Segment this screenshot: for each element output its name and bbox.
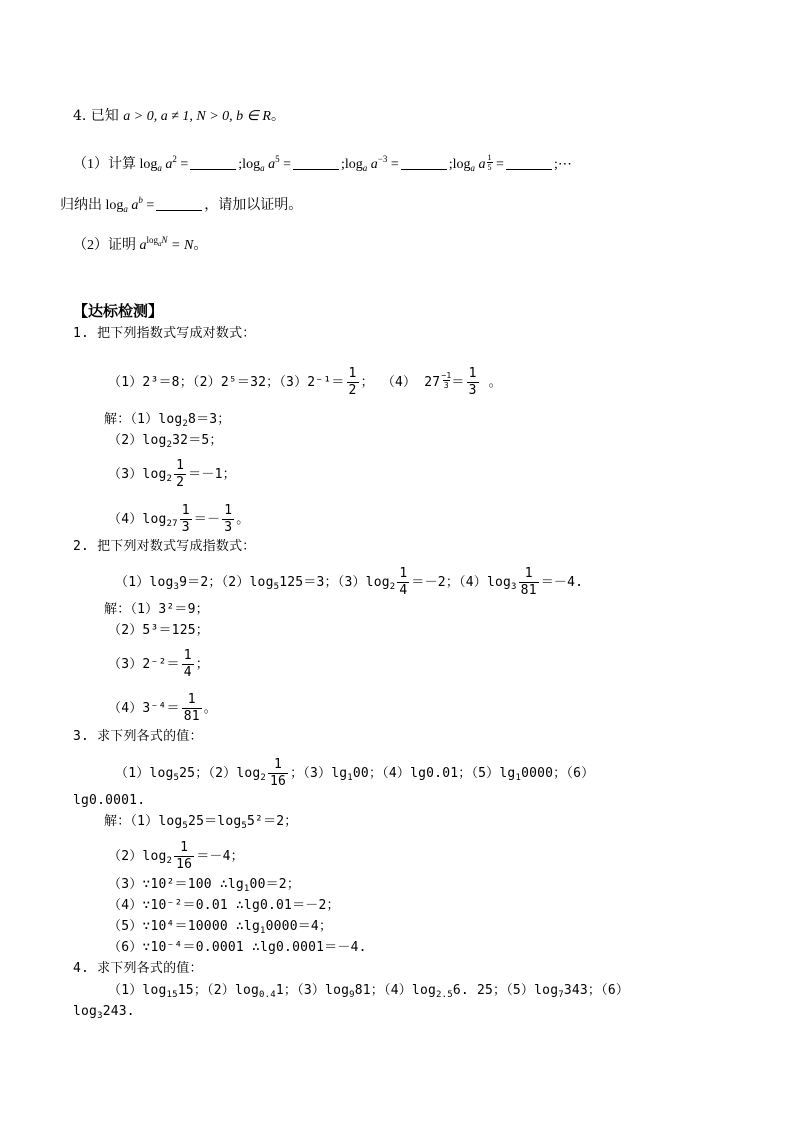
q2-s3 bbox=[108, 648, 209, 681]
q2-b-sub: 5 bbox=[273, 582, 280, 592]
q1-items-tail: ； （4） 27 bbox=[360, 375, 441, 390]
q3-s3-a: （3）∵10²＝100 ∴lg bbox=[108, 877, 244, 892]
q4-a: （1）log bbox=[108, 983, 167, 998]
q1-s1-a: （1）log bbox=[130, 412, 183, 427]
q1-s4-mid: ＝－ bbox=[193, 512, 221, 527]
q1-s3-frac-d: 2 bbox=[176, 475, 185, 490]
q1-frac-d: 2 bbox=[348, 383, 357, 398]
blank-4[interactable] bbox=[506, 157, 552, 170]
q3-sol-label: 解： bbox=[104, 814, 131, 829]
q2-s3-frac bbox=[182, 648, 194, 681]
q3-b-sub: 2 bbox=[260, 773, 267, 783]
p2-exp-log: log bbox=[146, 235, 159, 245]
q1-s4-frac2-n: 1 bbox=[224, 503, 233, 518]
p1-sup3: −3 bbox=[377, 154, 388, 164]
q2-items bbox=[115, 566, 583, 599]
q2-d-frac bbox=[519, 566, 539, 599]
q1-s4-frac-d: 3 bbox=[181, 520, 190, 535]
q3-s2-frac-d: 16 bbox=[176, 857, 193, 872]
q1-items bbox=[108, 366, 502, 399]
q3-title: 3. 求下列各式的值： bbox=[73, 729, 203, 744]
q2-s1 bbox=[104, 600, 209, 620]
p1-label: （1）计算 bbox=[73, 157, 136, 172]
q1-s2-tail: 32＝5； bbox=[172, 433, 223, 448]
blank-3[interactable] bbox=[401, 157, 447, 170]
q4-a-tail: 15；（2）log bbox=[177, 983, 260, 998]
q2-c-frac-d: 4 bbox=[399, 583, 408, 598]
q2-s4-frac bbox=[182, 692, 202, 725]
p1-sup-frac-n: 1 bbox=[487, 153, 492, 162]
q3-s1-sub: 5 bbox=[182, 821, 189, 831]
q2-s3-frac-d: 4 bbox=[183, 665, 192, 680]
q3-c-sub: 1 bbox=[347, 773, 353, 783]
q1-exp-frac: $\frac{-1}{3}$ bbox=[441, 371, 452, 390]
p1-sup-frac bbox=[487, 153, 493, 172]
q3-s3-sub: 1 bbox=[243, 884, 250, 894]
p1-sub: a bbox=[157, 163, 162, 173]
q3-e-tail: 0000；（6） bbox=[521, 766, 595, 781]
q2-s3-tail: ； bbox=[195, 657, 209, 672]
q3-a: （1）log bbox=[115, 766, 174, 781]
q3-c-tail: 00；（4）lg0.01；（5）lg bbox=[352, 766, 516, 781]
p1-eq2: = bbox=[283, 157, 291, 172]
p1-sup: 2 bbox=[172, 154, 177, 164]
q2-s4-frac-d: 81 bbox=[183, 709, 200, 724]
q1-s1-sub: 2 bbox=[182, 419, 189, 429]
p1-log4: ;log bbox=[448, 157, 471, 172]
q1-s4-frac-n: 1 bbox=[181, 503, 190, 518]
q4-wrap-sub: 3 bbox=[97, 1011, 103, 1021]
p2-exp bbox=[146, 235, 168, 248]
q4-c-sub: 9 bbox=[349, 990, 355, 1000]
q2-sol-label: 解： bbox=[104, 602, 131, 617]
q2-s3-a: （3）2⁻²＝ bbox=[108, 657, 180, 672]
q2-d-sub: 3 bbox=[511, 582, 517, 592]
q1-exp-n: 1 bbox=[446, 371, 452, 380]
q3-s4: （4）∵10⁻²＝0.01 ∴lg0.01＝－2； bbox=[108, 898, 340, 913]
q4-e-tail: 343；（6） bbox=[563, 983, 630, 998]
q4-wrap bbox=[73, 1002, 135, 1022]
q1-frac2-n: 1 bbox=[468, 366, 477, 381]
q1-exp-d: 3 bbox=[443, 381, 449, 390]
p1-a4: a bbox=[478, 157, 486, 172]
p1-eq3: = bbox=[390, 157, 399, 172]
blank-1[interactable] bbox=[190, 157, 236, 170]
q3-s3 bbox=[108, 875, 300, 895]
q4-title: 4. 求下列各式的值： bbox=[73, 961, 203, 976]
section-title: 【达标检测】 bbox=[73, 302, 164, 320]
q3-items bbox=[115, 757, 594, 790]
q1-s2 bbox=[108, 431, 223, 451]
p1-sub2: a bbox=[260, 163, 265, 173]
q1-s1-tail: 8＝3； bbox=[188, 412, 231, 427]
q1-sol-label: 解： bbox=[104, 412, 131, 427]
q1-s4-frac2-d: 3 bbox=[224, 520, 233, 535]
q4top-num: 4. 已知 bbox=[73, 108, 119, 124]
q1-s3-a: （3）log bbox=[108, 467, 167, 482]
induce-eq: = bbox=[146, 198, 155, 213]
q1-frac2 bbox=[467, 366, 479, 399]
induce-a: a bbox=[131, 198, 139, 213]
q2-c-tail: ＝－2；（4）log bbox=[411, 575, 512, 590]
q2-a-tail: 9＝2；（2）log bbox=[179, 575, 274, 590]
q4-b-sub: 0.4 bbox=[259, 990, 276, 1000]
q1-frac bbox=[347, 366, 359, 399]
p1-a2: a bbox=[268, 157, 276, 172]
q4top-cond: a > 0, a ≠ 1, N > 0, b ∈ R bbox=[123, 109, 271, 124]
q2-c-frac bbox=[397, 566, 409, 599]
p2-label: （2）证明 bbox=[73, 238, 136, 253]
q3-s1-sub2: 5 bbox=[241, 821, 248, 831]
q1-s2-a: （2）log bbox=[108, 433, 167, 448]
q4-d-sub: 2.5 bbox=[436, 990, 453, 1000]
q2-s4-a: （4）3⁻⁴＝ bbox=[108, 701, 180, 716]
q4top-end: 。 bbox=[270, 108, 285, 124]
p2-exp-N: N bbox=[161, 235, 168, 245]
p2-exp-sub: a bbox=[158, 240, 162, 248]
q1-items-text: （1）2³＝8；（2）2⁵＝32；（3）2⁻¹＝ bbox=[108, 375, 345, 390]
p2-end: 。 bbox=[193, 238, 208, 253]
q3-s2-sub: 2 bbox=[166, 856, 173, 866]
q2-d-tail: ＝－4. bbox=[540, 575, 584, 590]
q2-d-frac-n: 1 bbox=[524, 566, 533, 581]
q4-d-tail: 6. 25；（5）log bbox=[452, 983, 559, 998]
p1-a3: a bbox=[370, 157, 378, 172]
p1-sup-frac-d: 5 bbox=[487, 163, 492, 172]
induce-log: log bbox=[105, 198, 124, 213]
q4-e-sub: 7 bbox=[558, 990, 564, 1000]
q1-s4 bbox=[108, 503, 249, 536]
q1-s4-frac2 bbox=[222, 503, 234, 536]
q3-s5-sub: 1 bbox=[259, 926, 266, 936]
p1-sup2: 5 bbox=[275, 154, 280, 164]
q3-s2-frac-n: 1 bbox=[180, 840, 189, 855]
p2-eq: = N bbox=[171, 238, 194, 253]
q4top-line bbox=[73, 106, 285, 127]
q3-s1 bbox=[104, 812, 298, 832]
q1-s4-sub: 27 bbox=[166, 519, 178, 529]
q2-s4-tail: 。 bbox=[203, 701, 217, 716]
q2-c-sub: 2 bbox=[389, 582, 396, 592]
q1-title: 1. 把下列指数式写成对数式： bbox=[73, 326, 256, 341]
q3-s5 bbox=[108, 917, 332, 937]
p1-log2: ;log bbox=[238, 157, 261, 172]
q4-c-tail: 81；（4）log bbox=[354, 983, 437, 998]
q2-a-sub: 3 bbox=[173, 582, 180, 592]
q1-s1 bbox=[104, 410, 231, 430]
q3-s2-frac bbox=[174, 840, 194, 873]
q1-end: 。 bbox=[488, 375, 502, 390]
p1-eq: = bbox=[180, 157, 189, 172]
q2-a: （1）log bbox=[115, 575, 174, 590]
q2-s2: （2）5³＝125； bbox=[108, 623, 209, 638]
p2-base: a bbox=[139, 238, 147, 253]
q3-a-tail: 25；（2）log bbox=[179, 766, 261, 781]
p1-ellipsis: ;⋯ bbox=[553, 157, 572, 172]
induce-tail: ，请加以证明。 bbox=[204, 198, 303, 213]
q3-s6: （6）∵10⁻⁴＝0.0001 ∴lg0.0001＝－4. bbox=[108, 940, 367, 955]
q1-s3-sub: 2 bbox=[166, 474, 173, 484]
q3-b-tail: ；（3）lg bbox=[290, 766, 348, 781]
q2-s4-frac-n: 1 bbox=[187, 692, 196, 707]
q1-s3-frac-n: 1 bbox=[176, 458, 185, 473]
p1-eq4: = bbox=[496, 157, 504, 172]
q3-s5-a: （5）∵10⁴＝10000 ∴lg bbox=[108, 919, 260, 934]
p1-sub4: a bbox=[470, 163, 476, 173]
q3-s1-a: （1）log bbox=[130, 814, 183, 829]
q3-s2-a: （2）log bbox=[108, 849, 167, 864]
q1-s2-sub: 2 bbox=[166, 440, 173, 450]
induce-sup: b bbox=[138, 195, 143, 205]
p1-log3: ;log bbox=[340, 157, 363, 172]
q3-b-frac-n: 1 bbox=[274, 757, 283, 772]
q2-title: 2. 把下列对数式写成指数式： bbox=[73, 539, 256, 554]
q2-s1-text: （1）3²＝9； bbox=[130, 602, 209, 617]
blank-2[interactable] bbox=[293, 157, 339, 170]
q3-s2-tail: ＝－4； bbox=[196, 849, 244, 864]
q1-frac2-d: 3 bbox=[468, 383, 477, 398]
q4top-part1 bbox=[73, 153, 572, 175]
induce-sub: a bbox=[123, 204, 128, 214]
q3-s3-tail: 00＝2； bbox=[249, 877, 301, 892]
q2-s3-frac-n: 1 bbox=[183, 648, 192, 663]
p1-log: log bbox=[139, 157, 158, 172]
q4top-induce bbox=[60, 196, 302, 216]
q3-s5-tail: 0000＝4； bbox=[265, 919, 333, 934]
q1-s4-a: （4）log bbox=[108, 512, 167, 527]
induce-label: 归纳出 bbox=[60, 198, 102, 213]
q1-eq: ＝ bbox=[451, 375, 465, 390]
q3-s1-mid: 25＝log bbox=[188, 814, 242, 829]
q3-b-frac bbox=[268, 757, 288, 790]
q2-d-frac-d: 81 bbox=[520, 583, 537, 598]
q4top-part2 bbox=[73, 236, 207, 256]
q1-frac-n: 1 bbox=[348, 366, 357, 381]
q1-s3-frac bbox=[174, 458, 186, 491]
q3-s2 bbox=[108, 840, 244, 873]
q1-s3-tail: ＝－1； bbox=[188, 467, 236, 482]
q1-s4-tail: 。 bbox=[236, 512, 250, 527]
q2-b-tail: 125＝3；（3）log bbox=[279, 575, 390, 590]
blank-5[interactable] bbox=[156, 198, 202, 211]
q3-wrap: lg0.0001. bbox=[73, 793, 146, 808]
q2-c-frac-n: 1 bbox=[399, 566, 408, 581]
q4-items bbox=[108, 981, 629, 1001]
q3-a-sub: 5 bbox=[173, 773, 180, 783]
q4-wrap-a: log bbox=[73, 1004, 98, 1019]
p1-sub3: a bbox=[362, 163, 368, 173]
q4-a-sub: 15 bbox=[166, 990, 178, 1000]
q1-s4-frac bbox=[180, 503, 192, 536]
q4-wrap-tail: 243. bbox=[102, 1004, 135, 1019]
q3-e-sub: 1 bbox=[515, 773, 522, 783]
q4-b-tail: 1；（3）log bbox=[275, 983, 350, 998]
q2-s4 bbox=[108, 692, 217, 725]
q3-b-frac-d: 16 bbox=[270, 774, 287, 789]
q3-s1-tail: 5²＝2； bbox=[247, 814, 298, 829]
q1-s3 bbox=[108, 458, 236, 491]
p1-a: a bbox=[165, 157, 173, 172]
